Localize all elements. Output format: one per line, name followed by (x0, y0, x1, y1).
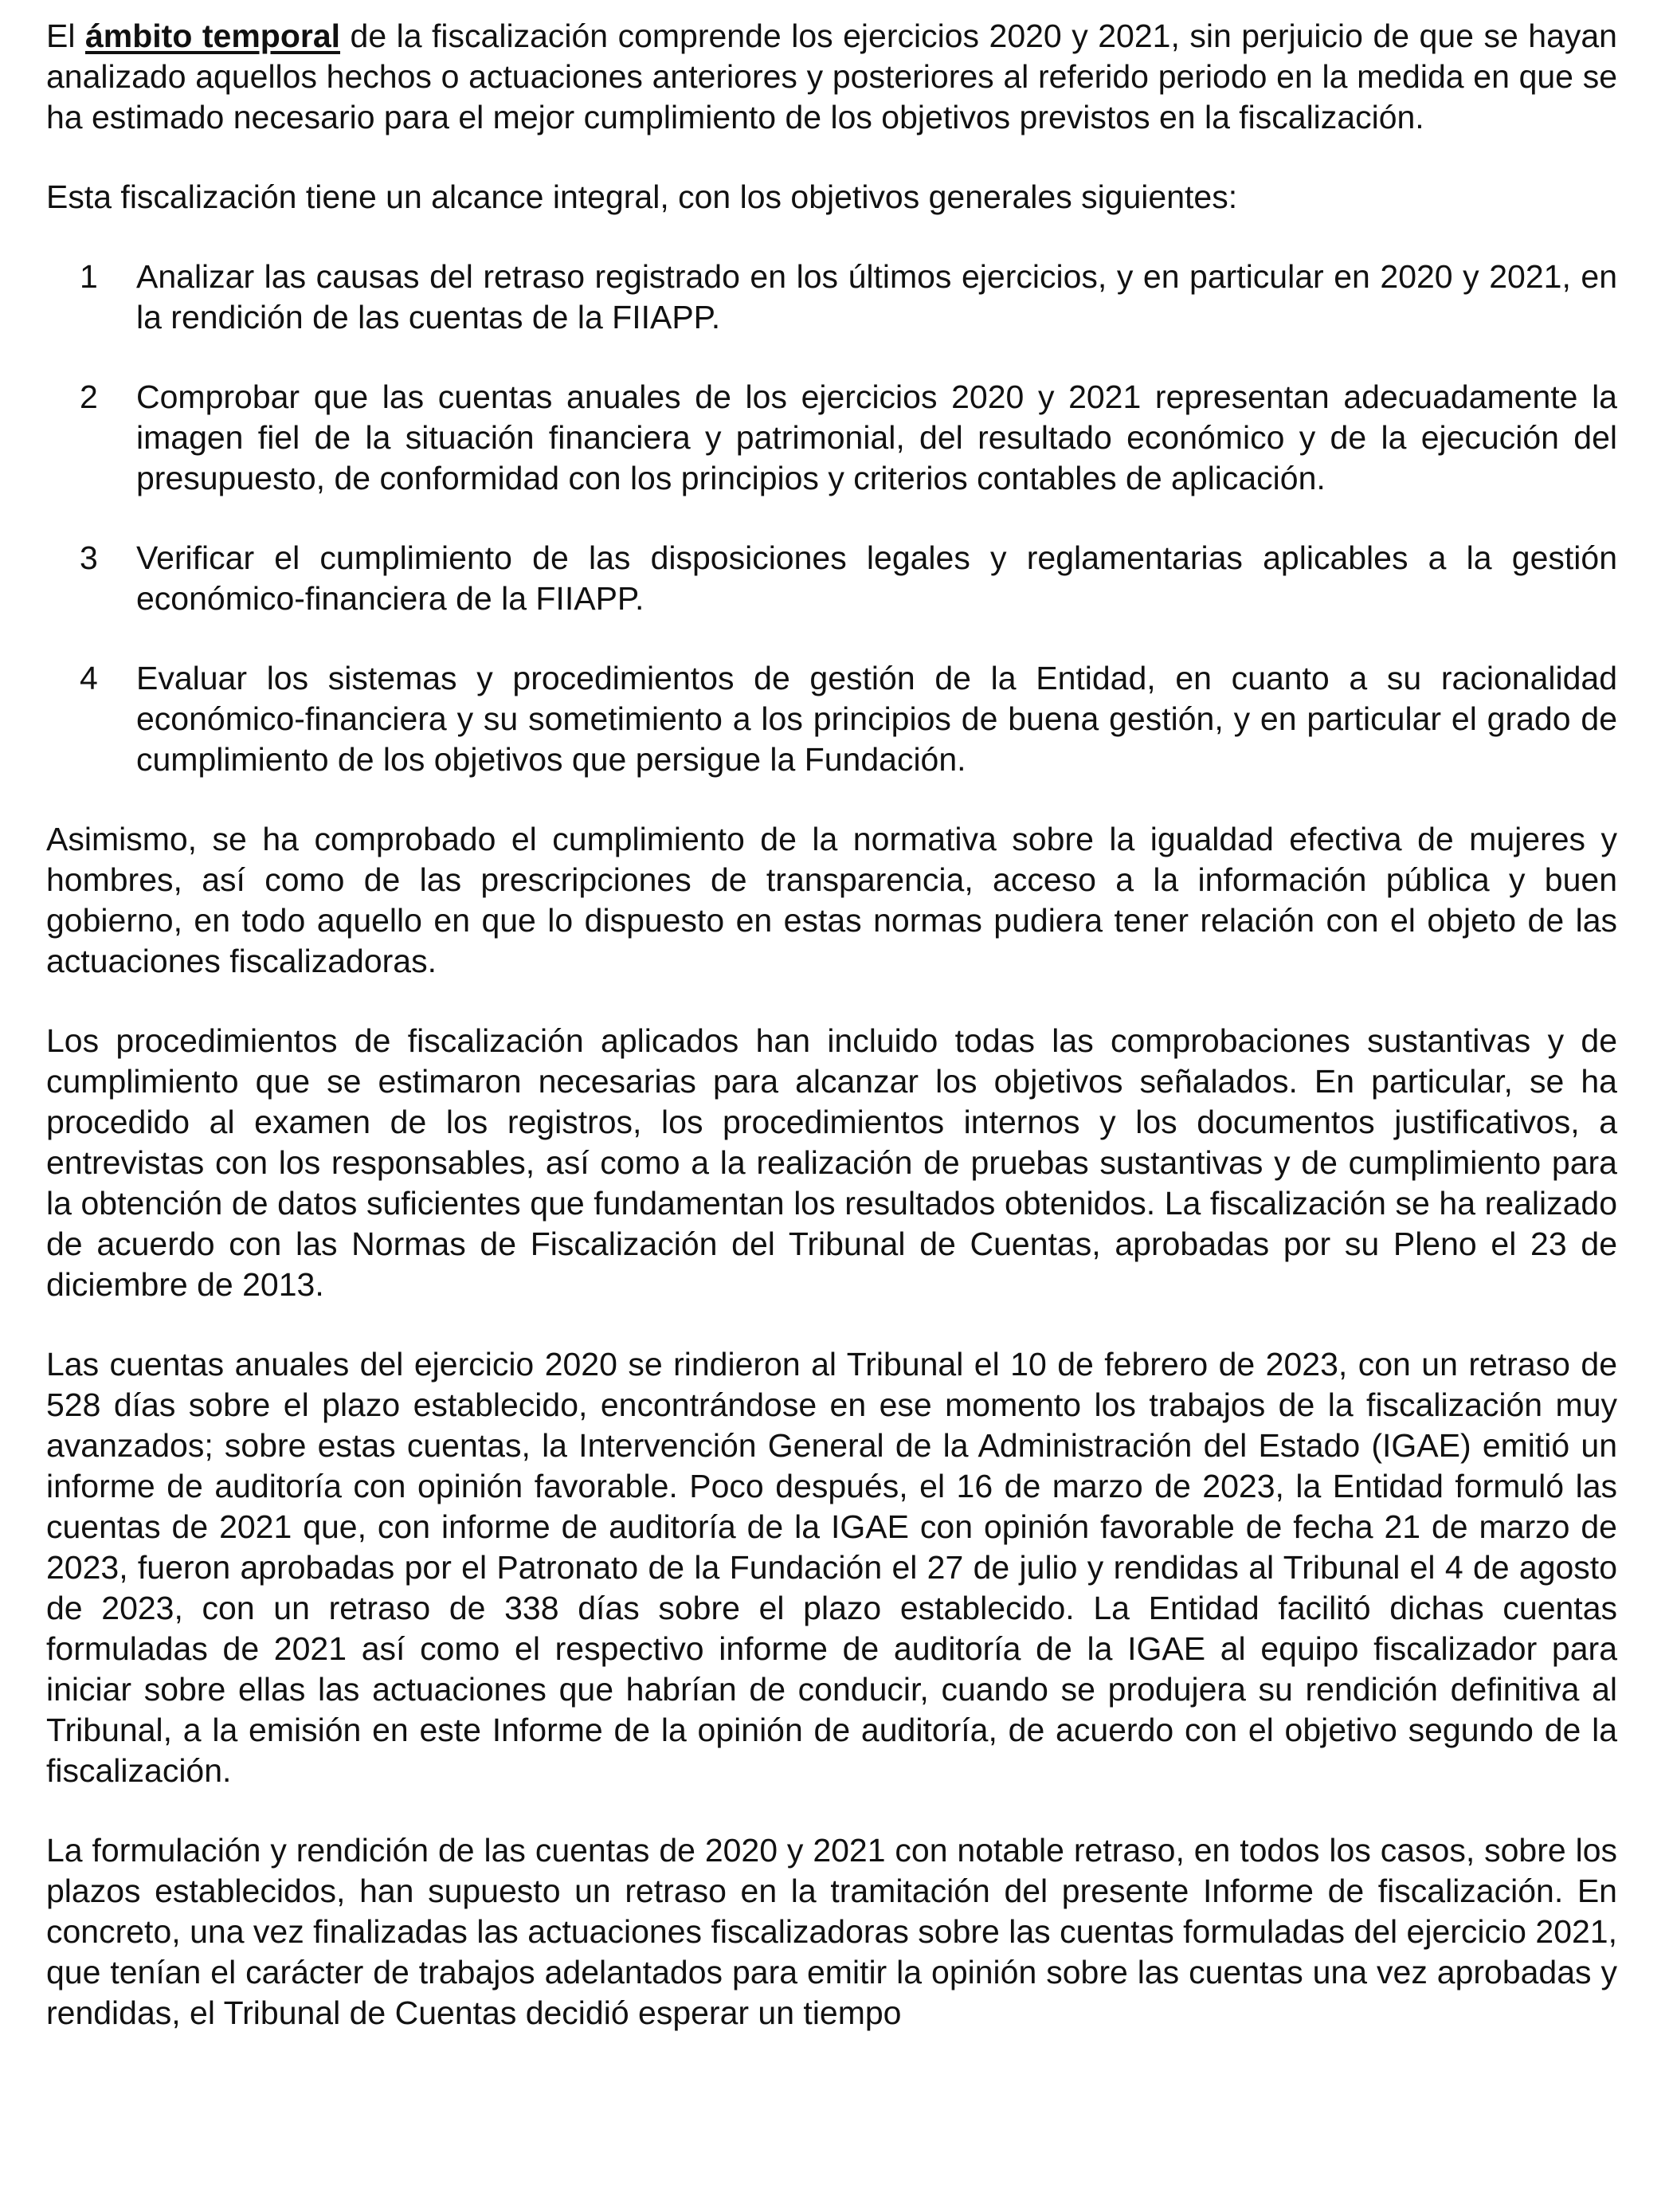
objectives-list (46, 257, 1617, 780)
objective-text: Analizar las causas del retraso registrado en los últimos ejercicios, y en particular en 2020 y 2021, en la rendición de las cuentas de la FIIAPP. (136, 258, 1617, 335)
document-page (46, 16, 1617, 2073)
scope-paragraph (46, 16, 1617, 138)
objective-number: 3 (80, 539, 98, 576)
objective-item (46, 538, 1617, 619)
objective-item (46, 257, 1617, 338)
objective-number: 1 (80, 258, 98, 295)
objective-number: 2 (80, 378, 98, 415)
objective-item (46, 377, 1617, 499)
objectives-intro: Esta fiscalización tiene un alcance integral, con los objetivos generales siguientes: (46, 178, 1238, 215)
objective-number: 4 (80, 660, 98, 696)
objective-text: Evaluar los sistemas y procedimientos de gestión de la Entidad, en cuanto a su racionalidad económico-financiera y su sometimiento a los principios de buena gestión, y en particular el grado de cumplimiento de los objetivos que persigue la Fundación. (136, 660, 1617, 778)
procedures-paragraph: Los procedimientos de fiscalización aplicados han incluido todas las comprobaciones sustantivas y de cumplimiento que se estimaron necesarias para alcanzar los objetivos señalados. En particular, se ha procedido al examen de los registros, los procedimientos internos y los documentos justificativos, a entrevistas con los responsables, así como a la realización de pruebas sustantivas y de cumplimiento para la obtención de datos suficientes que fundamentan los resultados obtenidos. La fiscalización se ha realizado de acuerdo con las Normas de Fiscalización del Tribunal de Cuentas, aprobadas por su Pleno el 23 de diciembre de 2013. (46, 1022, 1617, 1303)
delay-paragraph: La formulación y rendición de las cuentas de 2020 y 2021 con notable retraso, en todos los casos, sobre los plazos establecidos, han supuesto un retraso en la tramitación del presente Informe de fiscalización. En concreto, una vez finalizadas las actuaciones fiscalizadoras sobre las cuentas formuladas del ejercicio 2021, que tenían el carácter de trabajos adelantados para emitir la opinión sobre las cuentas una vez aprobadas y rendidas, el Tribunal de Cuentas decidió esperar un tiempo (46, 1832, 1617, 2031)
equality-transparency-paragraph: Asimismo, se ha comprobado el cumplimiento de la normativa sobre la igualdad efectiva de mujeres y hombres, así como de las prescripciones de transparencia, acceso a la información pública y buen gobierno, en todo aquello en que lo dispuesto en estas normas pudiera tener relación con el objeto de las actuaciones fiscalizadoras. (46, 821, 1617, 979)
objective-item (46, 658, 1617, 780)
objective-text: Comprobar que las cuentas anuales de los ejercicios 2020 y 2021 representan adecuadamente la imagen fiel de la situación financiera y patrimonial, del resultado económico y de la ejecución del presupuesto, de conformidad con los principios y criterios contables de aplicación. (136, 378, 1617, 496)
scope-highlight: ámbito temporal (84, 18, 341, 54)
objective-text: Verificar el cumplimiento de las disposiciones legales y reglamentarias aplicables a la gestión económico-financiera de la FIIAPP. (136, 539, 1617, 617)
scope-rest: de la fiscalización comprende los ejercicios 2020 y 2021, sin perjuicio de que se hayan analizado aquellos hechos o actuaciones anteriores y posteriores al referido periodo en la medida en que se ha estimado necesario para el mejor cumplimiento de los objetivos previstos en la fiscalización. (46, 18, 1617, 135)
accounts-submission-paragraph: Las cuentas anuales del ejercicio 2020 se rindieron al Tribunal el 10 de febrero de 2023, con un retraso de 528 días sobre el plazo establecido, encontrándose en ese momento los trabajos de la fiscalización muy avanzados; sobre estas cuentas, la Intervención General de la Administración del Estado (IGAE) emitió un informe de auditoría con opinión favorable. Poco después, el 16 de marzo de 2023, la Entidad formuló las cuentas de 2021 que, con informe de auditoría de la IGAE con opinión favorable de fecha 21 de marzo de 2023, fueron aprobadas por el Patronato de la Fundación el 27 de julio y rendidas al Tribunal el 4 de agosto de 2023, con un retraso de 338 días sobre el plazo establecido. La Entidad facilitó dichas cuentas formuladas de 2021 así como el respectivo informe de auditoría de la IGAE al equipo fiscalizador para iniciar sobre ellas las actuaciones que habrían de conducir, cuando se produjera su rendición definitiva al Tribunal, a la emisión en este Informe de la opinión de auditoría, de acuerdo con el objetivo segundo de la fiscalización. (46, 1346, 1617, 1789)
scope-lead: El (46, 18, 85, 54)
